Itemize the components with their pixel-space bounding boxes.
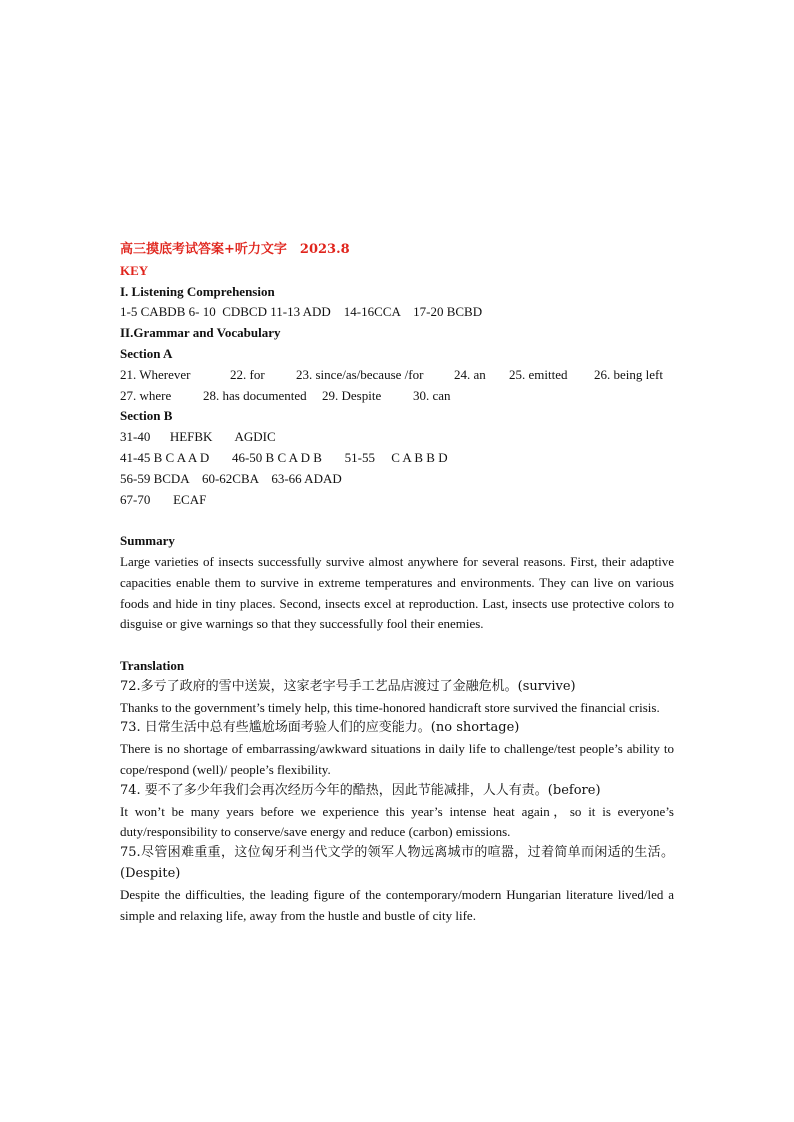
translation-question-73: 73. 日常生活中总有些尴尬场面考验人们的应变能力。(no shortage)	[120, 720, 520, 736]
answer-item: 26. being left	[594, 366, 663, 382]
section-a-row-1	[120, 365, 674, 386]
answer-item: 28. has documented	[203, 387, 307, 403]
summary-text: Large varieties of insects successfully survive almost anywhere for several reasons. First, their adaptive capacities enable them to survive in extreme temperatures and environments. They can live on various foods and hide in tiny places. Second, insects excel at reproduction. Last, insects use protective colors to disguise or give warnings so that they successfully fool their enemies.	[120, 553, 674, 632]
section-b-line: 67-70 ECAF	[120, 491, 207, 507]
spacer	[120, 635, 674, 656]
answer-item: 21. Wherever	[120, 366, 191, 382]
answer-item: 22. for	[230, 366, 265, 382]
summary-heading: Summary	[120, 533, 175, 549]
section-b-line: 56-59 BCDA 60-62CBA 63-66 ADAD	[120, 470, 342, 486]
section-b-label: Section B	[120, 408, 173, 424]
section-b-line: 41-45 B C A A D 46-50 B C A D B 51-55 C A B B D	[120, 449, 448, 465]
answer-item: 30. can	[413, 387, 451, 403]
spacer	[120, 510, 674, 531]
translation-answer-74: It won’t be many years before we experience this year’s intense heat again，so it is everyone’s duty/responsibility to conserve/save energy and reduce (carbon) emissions.	[120, 803, 674, 840]
translation-question-75: 75.尽管困难重重，这位匈牙利当代文学的领军人物远离城市的喧嚣，过着简单而闲适的生活。(Despite)	[120, 845, 674, 881]
section-a-row-2	[120, 386, 674, 407]
translation-answer-73: There is no shortage of embarrassing/awkward situations in daily life to challenge/test people’s ability to cope/respond (well)/ people’s flexibility.	[120, 741, 674, 777]
answer-item: 24. an	[454, 366, 486, 382]
translation-answer-75: Despite the difficulties, the leading figure of the contemporary/modern Hungarian literature lived/led a simple and relaxing life, away from the hustle and bustle of city life.	[120, 886, 674, 923]
translation-answer-72: Thanks to the government’s timely help, this time-honored handicraft store survived the financial crisis.	[120, 699, 660, 715]
page-title: 高三摸底考试答案+听力文字 2023.8	[120, 242, 350, 257]
answer-item: 25. emitted	[509, 366, 568, 382]
grammar-heading: II.Grammar and Vocabulary	[120, 325, 281, 341]
translation-question-72: 72.多亏了政府的雪中送炭，这家老字号手工艺品店渡过了金融危机。(survive)	[120, 678, 576, 694]
answer-key-page	[120, 240, 674, 926]
listening-answers: 1-5 CABDB 6- 10 CDBCD 11-13 ADD 14-16CCA 17-20 BCBD	[120, 304, 483, 320]
translation-question-74: 74. 要不了多少年我们会再次经历今年的酷热，因此节能减排，人人有责。(before)	[120, 782, 601, 798]
section-a-label: Section A	[120, 345, 173, 361]
key-label: KEY	[120, 262, 149, 278]
section-b-line: 31-40 HEFBK AGDIC	[120, 429, 276, 445]
answer-item: 29. Despite	[322, 387, 382, 403]
listening-heading: I. Listening Comprehension	[120, 283, 275, 299]
answer-item: 27. where	[120, 387, 172, 403]
answer-item: 23. since/as/because /for	[296, 366, 424, 382]
translation-heading: Translation	[120, 657, 185, 673]
